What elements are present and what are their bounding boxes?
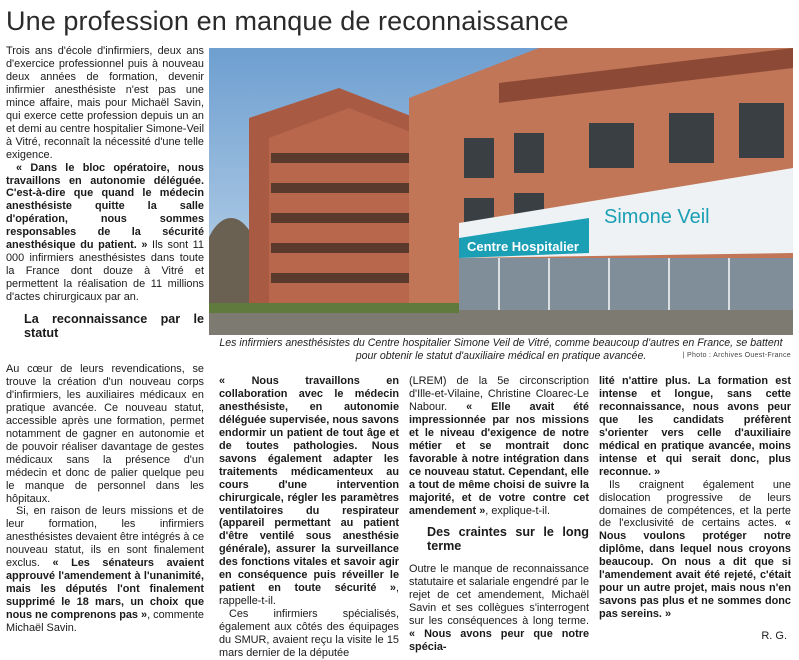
quote: « Nous avons peur que notre spécia- [409, 628, 589, 654]
paragraph-text: , explique-t-il. [485, 504, 551, 517]
article-column-4 [599, 375, 791, 621]
hospital-photo [209, 48, 793, 335]
quote: « Dans le bloc opératoire, nous travaillons en autonomie déléguée. C'est-à-dire que quand le médecin anesthésiste quitte la salle d'opération, nous sommes responsables de la sécurité anesthésique du patient. » [6, 161, 204, 252]
article-column-3 [409, 375, 589, 654]
hospital-illustration [209, 48, 793, 335]
paragraph [6, 162, 204, 304]
paragraph [409, 375, 589, 517]
author-signature: R. G. [761, 630, 787, 642]
paragraph-text: Ils craignent également une dislocation progressive de leurs domaines de compétences, et la perte de l'exclusivité de certains actes. [599, 478, 791, 530]
quote: « Nous voulons protéger notre diplôme, dans lequel nous croyons beaucoup. On nous a dit que si l'amendement avait été rejeté, c'était pour un autre projet, mais nous n'en savons pas plus et ne sommes donc pas sereins. » [599, 517, 791, 621]
headline: Une profession en manque de reconnaissance [6, 6, 569, 36]
paragraph-text: Outre le manque de reconnaissance statutaire et salariale engendré par le rejet de cet amendement, Michaël Savin et ses collègues s'interrogent sur les conséquences à long terme. [409, 563, 589, 628]
article-column-1-lower [6, 363, 204, 635]
subheading: Des craintes sur le long terme [427, 525, 589, 554]
paragraph: Ces infirmiers spécialisés, également aux côtés des équipages du SMUR, avaient reçu la visite le 15 mars dernier de la députée [219, 608, 399, 660]
paragraph: Trois ans d'école d'infirmiers, deux ans d'exercice professionnel puis à nouveau deux années de formation, devenir infirmier anesthésiste n'est pas une mince affaire, mais pour Michaël Savin, qui exerce cette profession depuis un an et demi au centre hospitalier Simone-Veil à Vitré, reconnaît la nécessité d'une telle exigence. [6, 45, 204, 161]
paragraph [599, 375, 791, 479]
sign-left: Centre Hospitalier [467, 239, 579, 254]
paragraph-text: Ils sont 11 000 infirmiers anesthésistes dans toute la France dont douze à Vitré et permettent la réalisation de 11 millions d'actes chirurgicaux par an. [6, 239, 204, 304]
quote: lité n'attire plus. La formation est intense et longue, sans cette reconnaissance, nous avons peur que les candidats préfèrent s'orienter vers celle d'auxiliaire médical en pratique avancée, moins intense et qui serait donc, plus reconnue. » [599, 375, 791, 478]
paragraph-text: , commente Michaël Savin. [6, 609, 204, 635]
article-column-2 [219, 375, 399, 660]
paragraph-text: , rappelle-t-il. [219, 582, 399, 608]
paragraph-text: Si, en raison de leurs missions et de leur formation, les infirmiers anesthésistes devaient être intégrés à ce nouveau statut, ils en sont finalement exclus. [6, 505, 204, 570]
paragraph [599, 479, 791, 621]
paragraph [219, 375, 399, 608]
photo-caption: Les infirmiers anesthésistes du Centre hospitalier Simone Veil de Vitré, comme beaucoup d'autres en France, se battent pour obtenir le statut d'auxiliaire médical en pratique avancée. [219, 337, 783, 362]
paragraph [409, 563, 589, 654]
subheading: La reconnaissance par le statut [24, 312, 204, 341]
paragraph-text: (LREM) de la 5e circonscription d'Ille-et-Vilaine, Christine Cloarec-Le Nabour. [409, 375, 589, 413]
quote: « Nous travaillons en collaboration avec le médecin anesthésiste, en autonomie déléguée supervisée, nous savons endormir un patient de tout âge et de toutes pathologies. Nous savons également adapter les traitements médicamenteux au cours d'une intervention chirurgicale, régler les paramètres ventilatoires du respirateur (appareil permettant au patient d'être ventilé sous anesthésie générale), assurer la surveillance des fonctions vitales et savoir agir en conséquence puis réveiller le patient en toute sécurité » [219, 375, 399, 595]
photo-credit: | Photo : Archives Ouest-France [682, 352, 791, 359]
paragraph: Au cœur de leurs revendications, se trouve la création d'un nouveau corps d'infirmiers, les auxiliaires médicaux en pratique avancée. Ce nouveau statut, accessible après une formation, permet notamment de gagner en autonomie et de pouvoir réaliser davantage de gestes médicaux sans la présence d'un médecin et donc de palier quelque peu le manque de personnel dans les hôpitaux. [6, 363, 204, 505]
quote: « Les sénateurs avaient approuvé l'amendement à l'unanimité, mais les députés l'ont finalement supprimé le 18 mars, un choix que nous ne comprenons pas » [6, 557, 204, 622]
article-column-1 [6, 45, 204, 350]
paragraph [6, 505, 204, 635]
quote: « Elle avait été impressionnée par nos missions et le niveau d'exigence de notre métier et se montrait donc favorable à notre intégration dans ce nouveau statut. Cependant, elle a tout de même choisi de suivre la majorité, et de votre contre cet amendement » [409, 400, 589, 517]
sign-right: Simone Veil [604, 206, 710, 228]
